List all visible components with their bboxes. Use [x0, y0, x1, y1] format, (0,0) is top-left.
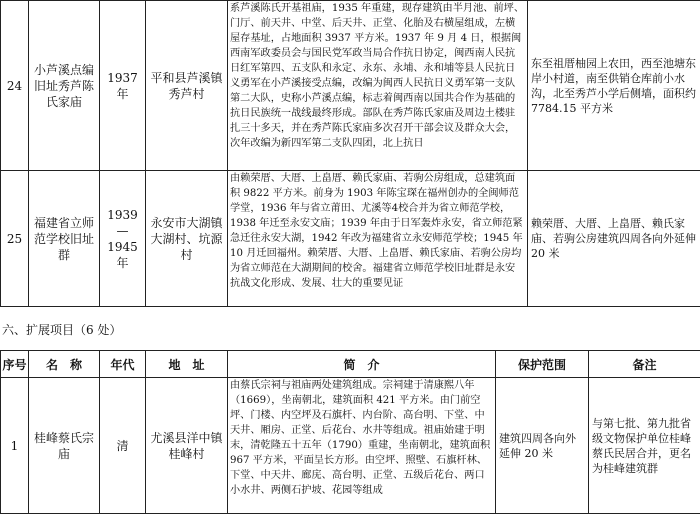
- protection-range: 建筑四周各向外延伸 20 米: [496, 378, 589, 514]
- site-introduction: 系芦溪陈氏开基祖庙，1935 年重建，现存建筑由半月池、前坪、门厅、前天井、中堂、后天井、正堂、化胎及右横屋组成，左横屋存基址，占地面积 3937 平方米。1937 年 9 月 4 日，根据闽西南军政委员会与国民党军政当局合作抗日协定，闽西南人民抗日红军第四、五支队和永定、永东、永埔、永和埔等县人民抗日义勇军在小芦溪接受点编，改编为闽西人民抗日义勇军第一支队第二大队，史称小芦溪点编，标志着闽西南以国共合作为基础的抗日民族统一战线最终形成。部队在秀芦陈氏家庙及周边土楼驻扎三十多天，并在秀芦陈氏家庙多次召开干部会议及群众大会，次年改编为新四军第二支队四团，北上抗日: [228, 1, 528, 171]
- row-number: 24: [1, 1, 29, 171]
- remark: 与第七批、第九批省级文物保护单位桂峰蔡氏民居合并，更名为桂峰建筑群: [589, 378, 700, 514]
- header-protection: 保护范围: [496, 351, 589, 378]
- header-year: 年代: [100, 351, 146, 378]
- protection-range: 东至祖厝柚园上农田，西至池塘东岸小村道，南至供销仓库前小水沟，北至秀芦小学后侧墙，面积约 7784.15 平方米: [528, 1, 700, 171]
- site-introduction: 由赖荣厝、大厝、上畠厝、赖氏家庙、若驹公房组成，总建筑面积 9822 平方米。前身为 1903 年陈宝琛在福州创办的全闽师范学堂，1936 年与省立莆田、尤溪等4校合并为省立师范学校，1938 年迁至永安文庙；1939 年由于日军轰炸永安，省立师范紧急迁往永安大湖，1942 年改为福建省立永安师范学校；1945 年 10 月迁回福州。赖荣厝、大厝、上畠厝、赖氏家庙、若驹公房均为省立师范在大湖期间的校舍。福建省立师范学校旧址群是永安抗战文化形成、发展、壮大的重要见证: [228, 171, 528, 307]
- header-name: 名 称: [29, 351, 100, 378]
- table-row: [1, 171, 700, 307]
- site-introduction: 由蔡氏宗祠与祖庙两处建筑组成。宗祠建于清康熙八年（1669），坐南朝北，建筑面积 421 平方米。由门前空坪、门楼、内空坪及石旗杆、内台阶、高台明、下堂、中天井、厢房、正堂、后花台、水井等组成。祖庙始建于明末，清乾隆五十五年（1790）重建，坐南朝北，建筑面积 967 平方米，平面呈长方形。由空坪、照壁、石旗杆林、下堂、中天井、廊庑、高台明、正堂、五级后花台、两口小水井、两侧石护坡、花园等组成: [228, 378, 496, 514]
- site-year: 1939—1945 年: [100, 171, 146, 307]
- table-row: [1, 1, 700, 171]
- site-address: 平和县芦溪镇秀芦村: [146, 1, 228, 171]
- site-name: 桂峰蔡氏宗庙: [29, 378, 100, 514]
- table-header-row: [1, 351, 700, 378]
- expansion-project-table: [0, 350, 700, 514]
- protection-range: 赖荣厝、大厝、上畠厝、赖氏家庙、若驹公房建筑四周各向外延伸 20 米: [528, 171, 700, 307]
- row-number: 1: [1, 378, 29, 514]
- table-row: [1, 378, 700, 514]
- site-name: 福建省立师范学校旧址群: [29, 171, 100, 307]
- header-number: 序号: [1, 351, 29, 378]
- header-address: 地 址: [146, 351, 228, 378]
- section-title: 六、扩展项目（6 处）: [2, 322, 121, 338]
- site-year: 清: [100, 378, 146, 514]
- row-number: 25: [1, 171, 29, 307]
- site-address: 永安市大湖镇大湖村、坑源村: [146, 171, 228, 307]
- site-name: 小芦溪点编旧址秀芦陈氏家庙: [29, 1, 100, 171]
- site-year: 1937 年: [100, 1, 146, 171]
- site-address: 尤溪县洋中镇桂峰村: [146, 378, 228, 514]
- header-remark: 备注: [589, 351, 700, 378]
- header-introduction: 简 介: [228, 351, 496, 378]
